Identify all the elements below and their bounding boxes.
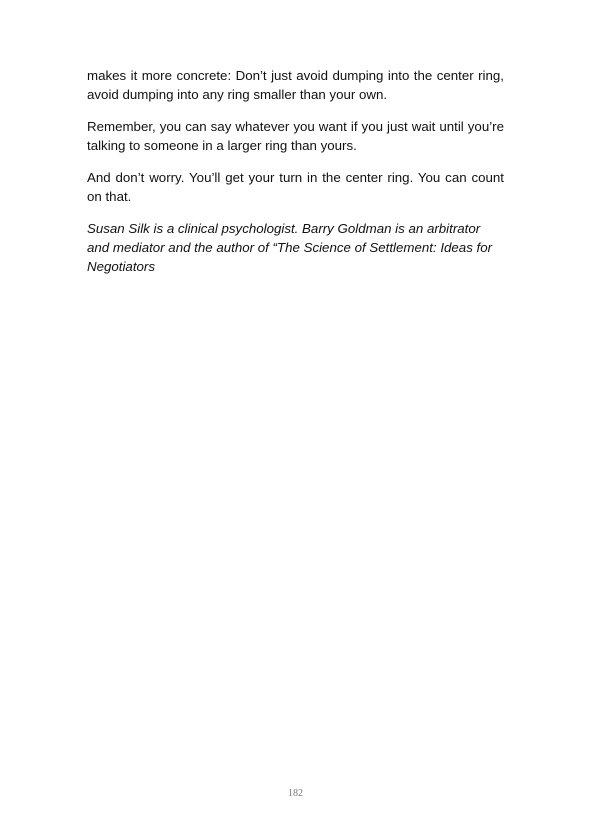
page-number: 182 bbox=[288, 788, 303, 799]
paragraph-dont-worry: And don’t worry. You’ll get your turn in the center ring. You can count on that. bbox=[87, 170, 504, 204]
author-note: Susan Silk is a clinical psychologist. Barry Goldman is an arbitrator and mediator and the author of “The Science of Settlement: Ideas for Negotiators bbox=[87, 221, 493, 274]
body-text bbox=[87, 66, 504, 289]
paragraph-concrete: makes it more concrete: Don’t just avoid dumping into the center ring, avoid dumping into any ring smaller than your own. bbox=[87, 68, 504, 102]
paragraph-remember: Remember, you can say whatever you want if you just wait until you’re talking to someone in a larger ring than yours. bbox=[87, 119, 504, 153]
